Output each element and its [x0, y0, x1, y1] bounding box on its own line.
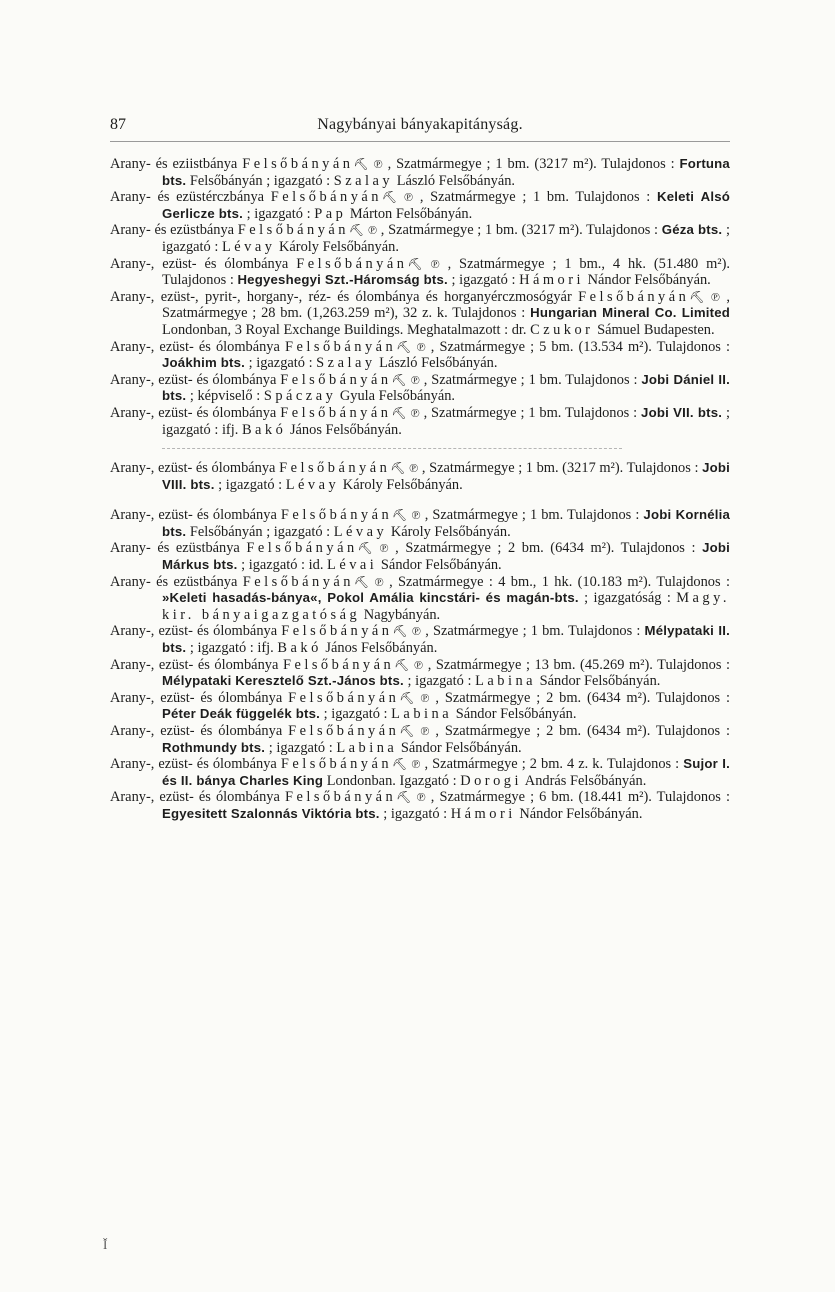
entry-7 — [110, 372, 730, 405]
entry-mine-type: Arany-, ezüst- és ólombánya — [110, 789, 280, 806]
entry-manager: Bakó — [277, 640, 322, 657]
entry-location: Felsőbányán — [246, 540, 358, 557]
entry-details: , Szatmármegye ; 1 bm. (3217 m²). Tulajdonos : — [421, 460, 699, 477]
entry-3 — [110, 222, 730, 255]
entry-mine-type: Arany- és ezüstbánya — [110, 222, 235, 239]
entry-location: Felsőbányán — [280, 371, 392, 388]
entry-manager-place: Nándor Felsőbányán. — [519, 805, 643, 822]
entry-mine-type: Arany- és ezüstbánya — [110, 540, 240, 557]
entry-role: ; igazgató : — [407, 673, 472, 690]
entry-details: , Szatmármegye ; 2 bm. (6434 m²). Tulajdonos : — [395, 540, 696, 557]
symbol-icon: ℗ — [420, 724, 430, 738]
entry-role: ; igazgató : — [246, 205, 311, 222]
entry-location: Felsőbányán — [280, 507, 393, 524]
entry-manager: Bakó — [241, 421, 287, 438]
entry-location: Felsőbányán — [288, 723, 400, 739]
entry-manager-place: János Felsőbányán. — [289, 421, 402, 438]
symbol-icon: ℗ — [373, 157, 383, 171]
entry-details: , Szatmármegye ; 1 bm. Tulajdonos : — [423, 371, 638, 388]
entry-owner: Hegyeshegyi Szt.-Háromság bts. — [237, 272, 448, 288]
entry-details: , Szatmármegye ; 1 bm., 4 hk. (51.480 m²). Tulajdonos : — [162, 255, 730, 289]
symbol-icon: ℗ — [367, 223, 378, 238]
entry-mine-type: Arany- és ezüstérczbánya — [110, 189, 265, 206]
entry-manager: Labina — [391, 706, 453, 723]
entry-manager: Dorogi — [460, 772, 522, 789]
entry-details: , Szatmármegye ; 1 bm. Tulajdonos : — [419, 189, 651, 206]
entry-location: Felsőbányán — [282, 656, 395, 673]
entry-18 — [110, 789, 730, 822]
header-rule — [110, 141, 730, 142]
entry-manager: Labina — [475, 673, 537, 690]
entry-location: Felsőbányán — [281, 623, 393, 640]
entry-mine-type: Arany-, ezüst- és ólombánya — [110, 371, 277, 388]
entry-location: Felsőbányán — [578, 288, 690, 305]
entry-6 — [110, 339, 730, 372]
entry-owner: Jobi Márkus bts. — [162, 540, 730, 573]
entry-mine-type: Arany-, ezüst- és ólombánya — [110, 404, 277, 421]
entry-manager: Lévay — [285, 476, 340, 493]
mine-icon: ⛏ — [407, 256, 423, 271]
entry-mine-type: Arany-, ezüst- és ólombánya — [110, 756, 277, 773]
entry-manager-place: Sándor Felsőbányán. — [455, 706, 577, 723]
entry-role: ; igazgató : — [451, 272, 516, 289]
entry-mine-type: Arany-, ezüst- és ólombánya — [110, 507, 277, 524]
mine-icon: ⛏ — [399, 690, 415, 705]
entry-details: , Szatmármegye ; 2 bm. (6434 m²). Tulajdonos : — [435, 723, 730, 739]
entry-details: , Szatmármegye ; 1 bm. Tulajdonos : — [425, 623, 641, 640]
entry-manager: Hámori — [450, 805, 516, 822]
entry-role: ; igazgatóság : — [584, 590, 671, 607]
entry-13 — [110, 623, 730, 656]
entry-details: , Szatmármegye ; 5 bm. (13.534 m²). Tulajdonos : — [430, 338, 730, 355]
entry-role: ; igazgató : — [248, 355, 313, 372]
symbol-icon: ℗ — [414, 657, 424, 672]
mine-icon: ⛏ — [689, 289, 705, 304]
page-title: Nagybányai bányakapitányság. — [317, 116, 523, 133]
entry-mine-type: Arany-, ezüst- és ólombánya — [110, 723, 283, 739]
entry-manager-place: Károly Felsőbányán. — [279, 238, 399, 255]
mine-icon: ⛏ — [390, 461, 406, 476]
entry-role: ; igazgató : ifj. — [189, 640, 274, 657]
entry-5 — [110, 289, 730, 339]
mine-icon: ⛏ — [399, 724, 415, 738]
entry-location: Felsőbányán — [280, 756, 393, 773]
entry-role: ; képviselő : — [189, 388, 261, 405]
entry-location: Felsőbányán — [242, 573, 354, 590]
entry-manager-place: Nagybányán. — [363, 606, 441, 623]
entry-location: Felsőbányán — [285, 338, 397, 355]
mine-icon: ⛏ — [353, 157, 369, 171]
entry-details: , Szatmármegye ; 1 bm. (3217 m²). Tulajdonos : — [380, 222, 659, 239]
entry-details: , Szatmármegye ; 1 bm. (3217 m²). Tulajdonos : — [387, 156, 675, 172]
entry-8 — [110, 405, 730, 438]
entry-owner: Hungarian Mineral Co. Limited — [530, 305, 731, 321]
entry-owner: Sujor I. és II. bánya Charles King — [162, 756, 730, 788]
entry-role: ; igazgató : — [268, 739, 333, 756]
mine-icon: ⛏ — [391, 372, 407, 387]
entry-manager-place: Sámuel Budapesten. — [597, 321, 715, 338]
symbol-icon: ℗ — [379, 541, 389, 556]
entry-role: Felsőbányán ; igazgató : — [189, 172, 331, 189]
entry-owner: Jobi VII. bts. — [641, 404, 723, 420]
entry-1 — [110, 156, 730, 189]
mine-icon: ⛏ — [382, 190, 398, 205]
entry-manager: Czukor — [530, 321, 594, 338]
mine-icon: ⛏ — [396, 339, 412, 354]
entry-mine-type: Arany-, ezüst-, pyrit-, horgany-, réz- és ólombánya és horganyérczmosógyár — [110, 288, 572, 305]
symbol-icon: ℗ — [411, 624, 422, 639]
entry-manager-place: László Felsőbányán. — [379, 355, 498, 372]
entry-owner: Jobi VIII. bts. — [162, 460, 730, 492]
entry-owner: Géza bts. — [661, 222, 723, 238]
entry-manager-place: Károly Felsőbányán. — [342, 476, 463, 493]
entry-location: Felsőbányán — [242, 156, 354, 172]
mine-icon: ⛏ — [396, 790, 412, 805]
symbol-icon: ℗ — [430, 256, 440, 271]
mine-icon: ⛏ — [392, 624, 408, 639]
symbol-icon: ℗ — [374, 574, 384, 589]
entry-mine-type: Arany- és eziistbánya — [110, 156, 238, 172]
entry-role: ; igazgató : — [162, 222, 730, 255]
entry-manager: Pap — [314, 205, 347, 222]
entry-owner: Jobi Kornélia bts. — [162, 507, 731, 539]
page-number: 87 — [110, 116, 126, 133]
entry-16 — [110, 723, 730, 756]
entry-14 — [110, 657, 730, 690]
entry-mine-type: Arany-, ezüst- és ólombánya — [110, 689, 283, 706]
entry-owner: Keleti Alsó Gerlicze bts. — [162, 189, 731, 221]
entry-manager-place: János Felsőbányán. — [325, 640, 438, 657]
entry-manager-place: Gyula Felsőbányán. — [339, 388, 455, 405]
entry-manager: Labina — [336, 739, 398, 756]
entry-manager-place: Károly Felsőbányán. — [390, 523, 511, 540]
entry-mine-type: Arany-, ezüst- és ólombánya — [110, 656, 279, 673]
mine-icon: ⛏ — [349, 223, 365, 238]
symbol-icon: ℗ — [411, 757, 421, 772]
entry-manager-place: László Felsőbányán. — [396, 172, 516, 189]
entry-mine-type: Arany-, ezüst- és ólombánya — [110, 338, 280, 355]
entry-manager: Lévai — [327, 557, 378, 574]
symbol-icon: ℗ — [410, 405, 420, 420]
symbol-icon: ℗ — [420, 690, 430, 705]
entry-details: , Szatmármegye ; 2 bm. 4 z. k. Tulajdonos : — [424, 756, 680, 773]
entry-manager-place: Márton Felsőbányán. — [349, 205, 473, 222]
entry-manager: Szalay — [316, 355, 376, 372]
entry-location: Felsőbányán — [280, 404, 392, 421]
entry-owner: Joákhim bts. — [162, 355, 246, 371]
entry-mine-type: Arany- és ezüstbánya — [110, 573, 238, 590]
entry-details: , Szatmármegye ; 1 bm. Tulajdonos : — [423, 404, 638, 421]
entry-manager-place: Sándor Felsőbányán. — [539, 673, 661, 690]
entry-role: ; igazgató : id. — [241, 557, 324, 574]
entry-manager: Lévay — [333, 523, 388, 540]
entry-owner: Péter Deák függelék bts. — [162, 706, 320, 722]
symbol-icon: ℗ — [416, 339, 426, 354]
entry-owner: Jobi Dániel II. bts. — [162, 371, 731, 404]
entry-details: , Szatmármegye ; 13 bm. (45.269 m²). Tulajdonos : — [427, 656, 730, 673]
entry-12 — [110, 574, 730, 624]
mine-icon: ⛏ — [392, 757, 408, 772]
symbol-icon: ℗ — [410, 372, 420, 387]
entry-role: ; igazgató : — [383, 805, 448, 822]
symbol-icon: ℗ — [409, 461, 419, 476]
entry-owner: »Keleti hasadás-bánya«, Pokol Amália kincstári- és magán-bts. — [162, 590, 579, 606]
entry-details: , Szatmármegye ; 28 bm. (1,263.259 m²), 32 z. k. Tulajdonos : — [162, 288, 730, 322]
entry-manager: Szalay — [333, 172, 394, 189]
entry-details: , Szatmármegye ; 1 bm. Tulajdonos : — [424, 507, 640, 524]
entry-details: , Szatmármegye : 4 bm., 1 hk. (10.183 m²). Tulajdonos : — [389, 573, 730, 590]
entry-manager: Magy. kir. bányaigazgatóság — [162, 590, 730, 623]
entry-manager-place: András Felsőbányán. — [524, 772, 647, 789]
entry-owner: Mélypataki II. bts. — [162, 623, 730, 656]
entry-manager-place: Sándor Felsőbányán. — [400, 739, 522, 756]
entry-location: Felsőbányán — [288, 689, 400, 706]
entry-manager: Hámori — [519, 272, 585, 289]
entry-9 — [110, 460, 730, 493]
entry-list — [110, 156, 730, 823]
entry-location: Felsőbányán — [296, 255, 408, 272]
mine-icon: ⛏ — [392, 508, 408, 523]
entry-11 — [110, 540, 730, 573]
entry-role: Londonban. Igazgató : — [326, 772, 457, 789]
mine-icon: ⛏ — [357, 541, 373, 556]
margin-mark: Ǐ — [103, 1237, 108, 1252]
entry-details: , Szatmármegye ; 2 bm. (6434 m²). Tulajdonos : — [435, 689, 730, 706]
entry-role: ; igazgató : — [218, 476, 283, 493]
separator-line — [162, 448, 622, 449]
entry-details: , Szatmármegye ; 6 bm. (18.441 m²). Tulajdonos : — [430, 789, 730, 806]
page-header — [110, 116, 730, 142]
entry-4 — [110, 256, 730, 289]
entry-mine-type: Arany-, ezüst- és ólombánya — [110, 623, 278, 640]
entry-owner: Mélypataki Keresztelő Szt.-János bts. — [162, 673, 404, 689]
mine-icon: ⛏ — [354, 574, 370, 589]
mine-icon: ⛏ — [394, 657, 410, 672]
entry-manager-place: Sándor Felsőbányán. — [380, 557, 502, 574]
entry-owner: Egyesitett Szalonnás Viktória bts. — [162, 805, 380, 821]
entry-location: Felsőbányán — [237, 222, 350, 239]
entry-location: Felsőbányán — [270, 189, 383, 206]
entry-role: ; igazgató : ifj. — [162, 404, 730, 438]
entry-mine-type: Arany-, ezüst- és ólombánya — [110, 460, 276, 477]
spacer — [110, 493, 730, 507]
entry-owner: Fortuna bts. — [162, 156, 730, 188]
entry-location: Felsőbányán — [279, 460, 391, 477]
symbol-icon: ℗ — [411, 508, 421, 523]
entry-mine-type: Arany-, ezüst- és ólombánya — [110, 255, 289, 272]
entry-role: ; igazgató : — [323, 706, 388, 723]
symbol-icon: ℗ — [416, 790, 426, 805]
entry-manager: Spáczay — [263, 388, 337, 405]
entry-10 — [110, 507, 730, 540]
entry-location: Felsőbányán — [285, 789, 397, 806]
symbol-icon: ℗ — [710, 289, 721, 304]
entry-15 — [110, 690, 730, 723]
entry-2 — [110, 189, 730, 222]
entry-17 — [110, 756, 730, 789]
symbol-icon: ℗ — [403, 190, 414, 205]
entry-manager: Lévay — [221, 238, 276, 255]
entry-manager-place: Nándor Felsőbányán. — [587, 272, 711, 289]
entry-owner: Rothmundy bts. — [162, 739, 266, 755]
entry-role: Felsőbányán ; igazgató : — [189, 523, 331, 540]
separator — [110, 442, 730, 456]
mine-icon: ⛏ — [391, 405, 407, 420]
entry-role: Londonban, 3 Royal Exchange Buildings. Meghatalmazott : dr. — [162, 321, 527, 338]
